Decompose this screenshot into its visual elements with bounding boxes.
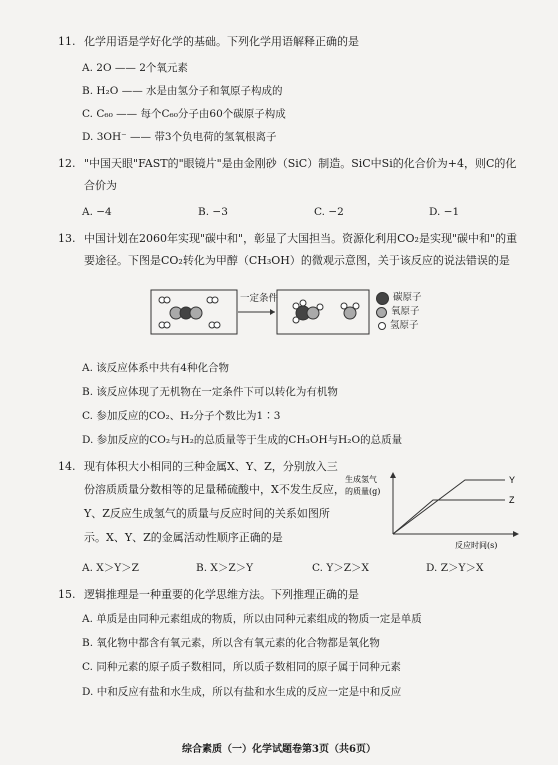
- option-c: C. 同种元素的原子质子数相同，所以质子数相同的原子属于同种元素: [82, 661, 401, 673]
- option-d: D. 中和反应有盐和水生成，所以有盐和水生成的反应一定是中和反应: [82, 686, 402, 698]
- option-c: C. −2: [314, 206, 344, 218]
- question-number: 13.: [58, 232, 76, 245]
- hydrogen-mass-graph: [345, 468, 525, 552]
- option-c: C. 参加反应的CO₂、H₂分子个数比为1∶3: [82, 410, 281, 422]
- option-c: C. C₆₀ —— 每个C₆₀分子由60个碳原子构成: [82, 108, 286, 120]
- graph-xlabel: 反应时间(s): [455, 541, 498, 550]
- option-b: B. 氧化物中都含有氧元素，所以含有氧元素的化合物都是氧化物: [82, 637, 380, 649]
- series-y-label: Y: [509, 475, 516, 485]
- question-stem: "中国天眼"FAST的"眼镜片"是由金刚砂（SiC）制造。SiC中Si的化合价为+4，则C的化: [84, 157, 517, 170]
- graph-ylabel-1: 生成氢气: [345, 475, 377, 484]
- option-a: A. 单质是由同种元素组成的物质，所以由同种元素组成的物质一定是单质: [82, 613, 422, 625]
- diagram-legend: [376, 291, 422, 333]
- carbon-atom-icon: [376, 292, 389, 305]
- option-d: D. 参加反应的CO₂与H₂的总质量等于生成的CH₃OH与H₂O的总质量: [82, 434, 403, 446]
- question-number: 15.: [58, 588, 76, 601]
- question-stem-cont: 要途径。下图是CO₂转化为甲醇（CH₃OH）的微观示意图，关于该反应的说法错误的是: [84, 254, 510, 267]
- question-stem: 化学用语是学好化学的基础。下列化学用语解释正确的是: [84, 35, 359, 48]
- question-number: 12.: [58, 157, 76, 170]
- graph-ylabel-2: 的质量(g): [345, 487, 381, 496]
- co2-molecule: [170, 307, 202, 319]
- question-number: 14.: [58, 460, 76, 473]
- option-b: B. H₂O —— 水是由氢分子和氧原子构成的: [82, 85, 283, 97]
- question-stem-cont: 份溶质质量分数相等的足量稀硫酸中，X不发生反应，: [84, 483, 345, 496]
- question-stem: 逻辑推理是一种重要的化学思维方法。下列推理正确的是: [84, 588, 359, 601]
- question-stem: 中国计划在2060年实现"碳中和"，彰显了大国担当。资源化利用CO₂是实现"碳中和"的重: [84, 232, 518, 245]
- question-number: 11.: [58, 35, 76, 48]
- series-z-label: Z: [509, 495, 515, 505]
- legend-oxygen: 氧原子: [376, 305, 422, 319]
- oxygen-atom-icon: [376, 307, 387, 318]
- hydrogen-atom-icon: [378, 322, 386, 330]
- option-a: A. −4: [82, 206, 112, 218]
- water-molecule: [341, 303, 359, 319]
- option-d: D. −1: [429, 206, 460, 218]
- option-b: B. −3: [198, 206, 228, 218]
- option-a: A. X＞Y＞Z: [82, 562, 139, 574]
- legend-hydrogen: 氢原子: [376, 319, 422, 333]
- methanol-molecule: [293, 300, 323, 323]
- question-stem-cont: 合价为: [84, 179, 117, 192]
- arrow-label: 一定条件: [240, 293, 279, 304]
- series-z-line: [393, 500, 505, 534]
- option-c: C. Y＞Z＞X: [312, 562, 370, 574]
- option-b: B. 该反应体现了无机物在一定条件下可以转化为有机物: [82, 386, 338, 398]
- legend-carbon: 碳原子: [376, 291, 422, 305]
- option-a: A. 该反应体系中共有4种化合物: [82, 362, 229, 374]
- option-a: A. 2O —— 2个氧元素: [82, 62, 188, 74]
- series-y-line: [393, 480, 505, 534]
- page-footer: 综合素质（一）化学试题卷第3页（共6页）: [182, 744, 376, 755]
- option-b: B. X＞Z＞Y: [196, 562, 254, 574]
- question-stem-cont: 示。X、Y、Z的金属活动性顺序正确的是: [84, 531, 283, 544]
- question-stem: 现有体积大小相同的三种金属X、Y、Z，分别放入三: [84, 460, 338, 473]
- option-d: D. 3OH⁻ —— 带3个负电荷的氢氧根离子: [82, 131, 277, 143]
- question-stem-cont: Y、Z反应生成氢气的质量与反应时间的关系如图所: [84, 507, 330, 520]
- option-d: D. Z＞Y＞X: [426, 562, 484, 574]
